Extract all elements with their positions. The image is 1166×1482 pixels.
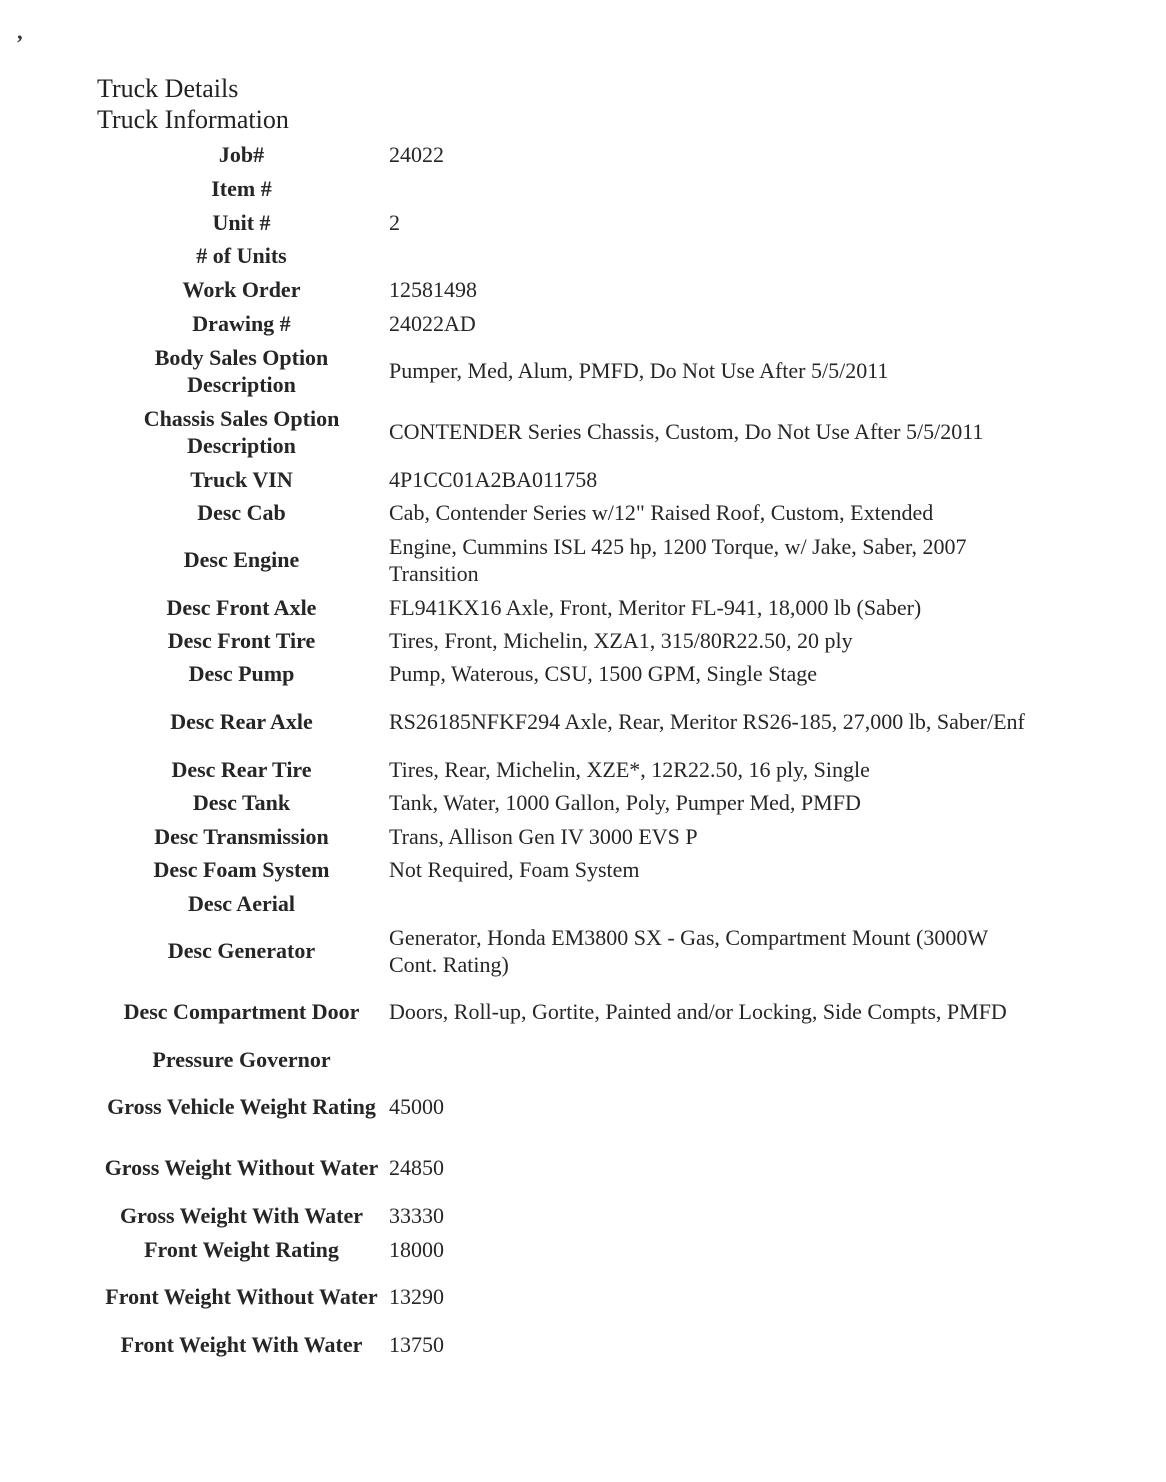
detail-row-drawing [98, 306, 1098, 340]
detail-row-num-units [98, 239, 1098, 272]
document-title: Truck Details [97, 74, 239, 103]
detail-row-gross-weight-with-water [98, 1198, 1098, 1232]
detail-value: RS26185NFKF294 Axle, Rear, Meritor RS26-185, 27,000 lb, Saber/Enf [389, 708, 1025, 734]
detail-value: Tires, Rear, Michelin, XZE*, 12R22.50, 16 ply, Single [389, 756, 870, 782]
detail-value: Generator, Honda EM3800 SX - Gas, Compartment Mount (3000W Cont. Rating) [389, 924, 988, 977]
detail-row-engine [98, 529, 1098, 590]
detail-value: 24850 [389, 1155, 444, 1180]
detail-value: Engine, Cummins ISL 425 hp, 1200 Torque, w/ Jake, Saber, 2007 Transition [389, 533, 967, 586]
detail-row-job [98, 137, 1098, 171]
detail-row-front-tire [98, 624, 1098, 657]
detail-label: Truck VIN [190, 466, 293, 492]
detail-row-chassis-sales-option [98, 401, 1098, 462]
detail-row-front-weight-with-water [98, 1327, 1098, 1361]
detail-row-item [98, 171, 1098, 205]
detail-label: Item # [211, 175, 272, 201]
detail-row-front-axle [98, 590, 1098, 624]
detail-row-front-weight-rating [98, 1232, 1098, 1266]
detail-value: Trans, Allison Gen IV 3000 EVS P [389, 823, 698, 849]
detail-label: # of Units [196, 243, 287, 268]
detail-value: 18000 [389, 1236, 444, 1262]
detail-value: Pump, Waterous, CSU, 1500 GPM, Single Stage [389, 661, 818, 686]
detail-value: 33330 [389, 1202, 444, 1228]
detail-row-gross-vehicle-weight-rating [98, 1076, 1098, 1137]
detail-label: Unit # [212, 209, 271, 235]
detail-row-tank [98, 786, 1098, 819]
detail-value: FL941KX16 Axle, Front, Meritor FL-941, 18,000 lb (Saber) [389, 594, 922, 620]
detail-row-gross-weight-without-water [98, 1137, 1098, 1198]
detail-value: 2 [389, 209, 400, 235]
detail-label: Desc Compartment Door [123, 999, 360, 1024]
detail-row-work-order [98, 272, 1098, 306]
detail-label: Desc Aerial [188, 890, 295, 916]
detail-label: Drawing # [192, 310, 291, 336]
detail-value: Cab, Contender Series w/12" Raised Roof, Custom, Extended [389, 500, 934, 525]
detail-label: Desc Tank [192, 790, 291, 815]
detail-row-body-sales-option [98, 340, 1098, 401]
detail-value: Tires, Front, Michelin, XZA1, 315/80R22.50, 20 ply [389, 628, 853, 653]
detail-value: 24022 [389, 141, 444, 167]
detail-label: Desc Transmission [154, 823, 329, 849]
detail-label: Desc Engine [183, 547, 300, 572]
detail-row-generator [98, 920, 1098, 981]
truck-details-table [98, 137, 1098, 1361]
detail-label: Gross Weight With Water [119, 1202, 364, 1228]
detail-label: Gross Weight Without Water [104, 1155, 379, 1180]
detail-value: 13750 [389, 1331, 444, 1357]
detail-value: Tank, Water, 1000 Gallon, Poly, Pumper Med, PMFD [389, 790, 861, 815]
detail-row-pressure-governor [98, 1042, 1098, 1076]
page-mark: ’ [16, 30, 24, 55]
detail-value: 24022AD [389, 310, 476, 336]
document-subtitle: Truck Information [97, 105, 289, 134]
detail-label: Desc Front Axle [166, 594, 317, 620]
detail-value: Pumper, Med, Alum, PMFD, Do Not Use After 5/5/2011 [389, 358, 889, 383]
detail-row-unit [98, 205, 1098, 239]
detail-label: Job# [218, 141, 265, 167]
detail-value: Doors, Roll-up, Gortite, Painted and/or Locking, Side Compts, PMFD [389, 999, 1007, 1024]
detail-label: Front Weight Rating [144, 1236, 339, 1262]
detail-row-rear-axle [98, 690, 1098, 752]
detail-label: Body Sales Option Description [154, 344, 329, 397]
detail-value: 12581498 [389, 276, 477, 302]
detail-row-truck-vin [98, 462, 1098, 496]
detail-label: Desc Rear Tire [171, 756, 312, 782]
detail-value: 13290 [389, 1284, 444, 1309]
detail-row-front-weight-without-water [98, 1266, 1098, 1327]
detail-label: Front Weight Without Water [105, 1284, 378, 1309]
detail-label: Pressure Governor [152, 1046, 331, 1072]
detail-row-compartment-door [98, 981, 1098, 1042]
detail-row-foam-system [98, 853, 1098, 886]
detail-label: Desc Rear Axle [170, 708, 313, 734]
detail-label: Desc Front Tire [167, 628, 316, 653]
detail-row-rear-tire [98, 752, 1098, 786]
detail-row-aerial [98, 886, 1098, 920]
detail-label: Work Order [182, 276, 301, 302]
detail-label: Desc Foam System [153, 857, 330, 882]
detail-value: 45000 [389, 1094, 444, 1119]
detail-row-transmission [98, 819, 1098, 853]
detail-value: 4P1CC01A2BA011758 [389, 466, 598, 492]
detail-label: Desc Pump [188, 661, 295, 686]
detail-label: Chassis Sales Option Description [143, 405, 340, 458]
detail-label: Desc Generator [167, 938, 316, 963]
detail-label: Gross Vehicle Weight Rating [107, 1094, 376, 1119]
detail-label: Front Weight With Water [120, 1331, 363, 1357]
detail-label: Desc Cab [197, 500, 286, 525]
detail-value: CONTENDER Series Chassis, Custom, Do Not Use After 5/5/2011 [389, 419, 984, 444]
detail-value: Not Required, Foam System [389, 857, 640, 882]
detail-row-cab [98, 496, 1098, 529]
detail-row-pump [98, 657, 1098, 690]
